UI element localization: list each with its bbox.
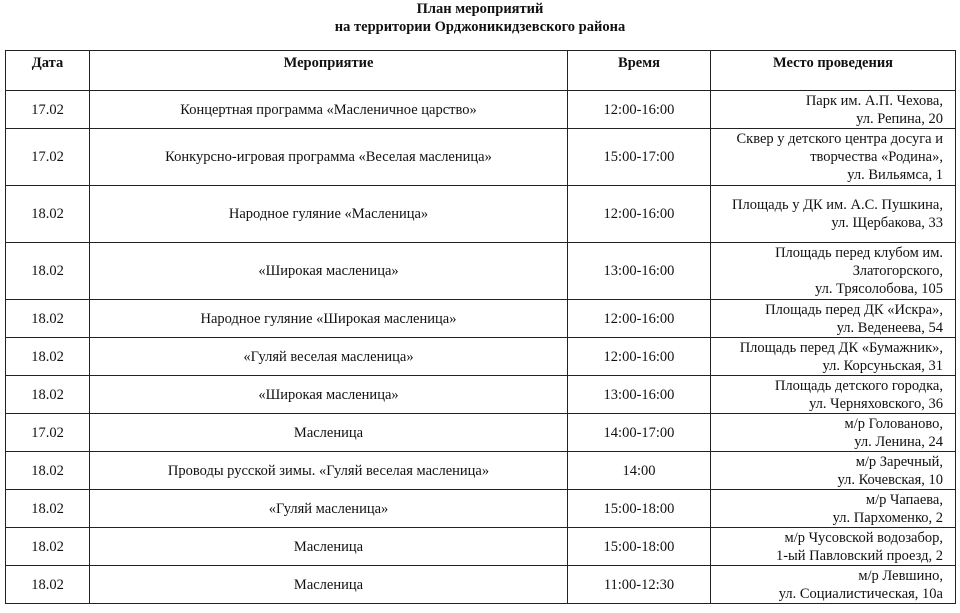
header-place: Место проведения: [711, 51, 956, 91]
place-line: ул. Пархоменко, 2: [832, 509, 943, 526]
title-line-1: План мероприятий: [416, 1, 544, 17]
place-line: ул. Вильямса, 1: [847, 167, 943, 183]
table-body: [6, 91, 956, 604]
cell-place: [711, 338, 956, 376]
place-line: 1-ый Павловский проезд, 2: [775, 547, 943, 564]
table-row: [6, 338, 956, 376]
cell-date: 17.02: [6, 91, 90, 129]
cell-place: [711, 376, 956, 414]
place-line: Площадь у ДК им. А.С. Пушкина,: [732, 197, 943, 213]
cell-time: 14:00: [568, 452, 711, 490]
cell-event: «Гуляй масленица»: [90, 490, 568, 528]
place-line: Площадь перед ДК «Бумажник»,: [739, 339, 943, 356]
cell-date: 17.02: [6, 129, 90, 186]
table-row: [6, 414, 956, 452]
cell-place: [711, 243, 956, 300]
table-row: [6, 376, 956, 414]
cell-date: 18.02: [6, 566, 90, 604]
cell-time: 12:00-16:00: [568, 186, 711, 243]
header-row: [6, 51, 956, 91]
place-line: м/р Чусовской водозабор,: [784, 529, 943, 546]
cell-place: [711, 566, 956, 604]
cell-date: 18.02: [6, 300, 90, 338]
table-row: [6, 243, 956, 300]
table-row: [6, 452, 956, 490]
cell-date: 18.02: [6, 452, 90, 490]
cell-place: [711, 186, 956, 243]
cell-time: 15:00-17:00: [568, 129, 711, 186]
cell-date: 18.02: [6, 338, 90, 376]
cell-time: 13:00-16:00: [568, 243, 711, 300]
cell-event: Народное гуляние «Масленица»: [90, 186, 568, 243]
title-line-2: на территории Орджоникидзевского района: [334, 19, 626, 35]
header-event: Мероприятие: [90, 51, 568, 91]
cell-time: 13:00-16:00: [568, 376, 711, 414]
events-table: [5, 50, 956, 604]
place-line: Площадь перед ДК «Искра»,: [765, 301, 943, 318]
place-line: Златогорского,: [852, 263, 943, 279]
cell-event: Концертная программа «Масленичное царство»: [90, 91, 568, 129]
cell-event: Конкурсно-игровая программа «Веселая масленица»: [90, 129, 568, 186]
cell-time: 14:00-17:00: [568, 414, 711, 452]
place-line: м/р Чапаева,: [865, 491, 943, 508]
place-line: Сквер у детского центра досуга и: [736, 131, 943, 147]
cell-time: 12:00-16:00: [568, 91, 711, 129]
place-line: Площадь детского городка,: [774, 377, 943, 394]
cell-time: 15:00-18:00: [568, 528, 711, 566]
cell-place: [711, 91, 956, 129]
cell-date: 18.02: [6, 376, 90, 414]
cell-date: 18.02: [6, 186, 90, 243]
cell-event: Народное гуляние «Широкая масленица»: [90, 300, 568, 338]
cell-event: Масленица: [90, 414, 568, 452]
cell-time: 15:00-18:00: [568, 490, 711, 528]
header-time: Время: [568, 51, 711, 91]
place-line: ул. Корсуньская, 31: [822, 357, 943, 374]
cell-date: 18.02: [6, 490, 90, 528]
table-row: [6, 528, 956, 566]
table-row: [6, 300, 956, 338]
cell-time: 12:00-16:00: [568, 338, 711, 376]
place-line: ул. Трясолобова, 105: [814, 281, 943, 297]
table-row: [6, 566, 956, 604]
cell-place: [711, 300, 956, 338]
cell-place: [711, 129, 956, 186]
place-line: ул. Кочевская, 10: [837, 471, 943, 488]
cell-place: [711, 414, 956, 452]
cell-date: 18.02: [6, 243, 90, 300]
place-line: м/р Голованово,: [844, 415, 943, 432]
place-line: ул. Репина, 20: [856, 110, 943, 127]
cell-event: Масленица: [90, 566, 568, 604]
cell-place: [711, 452, 956, 490]
cell-event: «Гуляй веселая масленица»: [90, 338, 568, 376]
header-date: Дата: [6, 51, 90, 91]
place-line: м/р Левшино,: [858, 567, 943, 584]
place-line: ул. Социалистическая, 10а: [778, 585, 943, 602]
place-line: Парк им. А.П. Чехова,: [805, 92, 943, 109]
cell-time: 11:00-12:30: [568, 566, 711, 604]
place-line: Площадь перед клубом им.: [775, 245, 943, 261]
document-title: [0, 0, 960, 36]
cell-place: [711, 490, 956, 528]
table-row: [6, 91, 956, 129]
cell-event: Проводы русской зимы. «Гуляй веселая масленица»: [90, 452, 568, 490]
table-row: [6, 490, 956, 528]
cell-event: «Широкая масленица»: [90, 376, 568, 414]
place-line: творчества «Родина»,: [810, 149, 943, 165]
table-row: [6, 186, 956, 243]
cell-date: 18.02: [6, 528, 90, 566]
place-line: м/р Заречный,: [855, 453, 943, 470]
place-line: ул. Ленина, 24: [854, 433, 943, 450]
place-line: ул. Веденеева, 54: [836, 319, 943, 336]
cell-place: [711, 528, 956, 566]
cell-event: «Широкая масленица»: [90, 243, 568, 300]
table-row: [6, 129, 956, 186]
place-line: ул. Щербакова, 33: [831, 215, 943, 231]
cell-date: 17.02: [6, 414, 90, 452]
cell-time: 12:00-16:00: [568, 300, 711, 338]
cell-event: Масленица: [90, 528, 568, 566]
place-line: ул. Черняховского, 36: [809, 395, 943, 412]
